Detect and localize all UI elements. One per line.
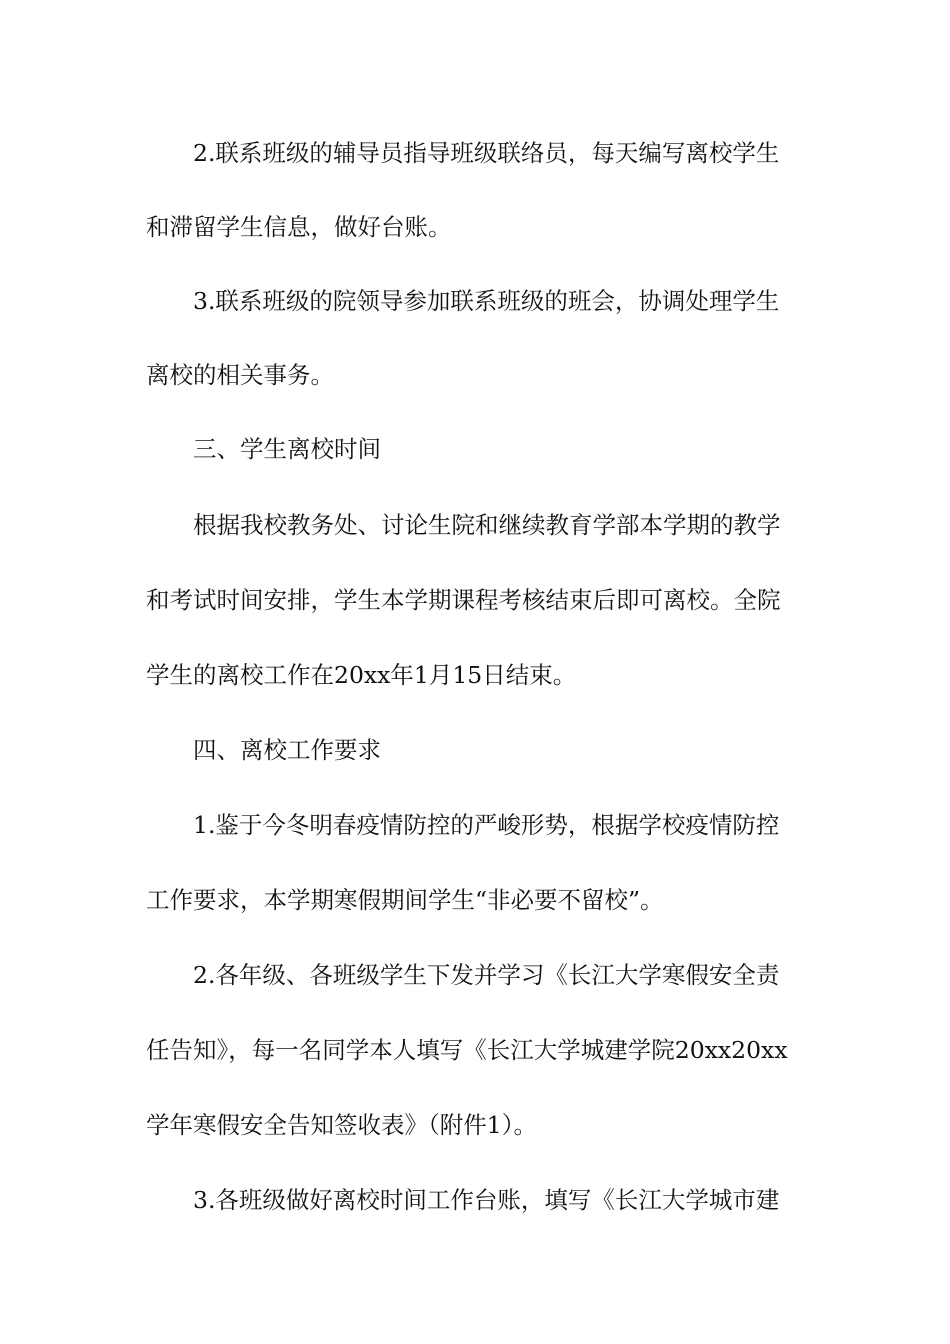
paragraph-line: 工作要求，本学期寒假期间学生“非必要不留校”。: [146, 886, 664, 914]
paragraph-line: 2.各年级、各班级学生下发并学习《长江大学寒假安全责: [193, 961, 780, 989]
paragraph-line: 学生的离校工作在20xx年1月15日结束。: [146, 661, 577, 689]
paragraph-line: 和滞留学生信息，做好台账。: [146, 213, 452, 241]
paragraph-line: 任告知》，每一名同学本人填写《长江大学城建学院20xx20xx: [146, 1036, 788, 1064]
paragraph-line: 2.联系班级的辅导员指导班级联络员，每天编写离校学生: [193, 139, 780, 167]
paragraph-line: 3.联系班级的院领导参加联系班级的班会，协调处理学生: [193, 287, 780, 315]
paragraph-line: 3.各班级做好离校时间工作台账，填写《长江大学城市建: [193, 1186, 780, 1214]
paragraph-line: 学年寒假安全告知签收表》（附件1）。: [146, 1111, 537, 1139]
section-heading: 四、离校工作要求: [193, 736, 381, 764]
paragraph-line: 根据我校教务处、讨论生院和继续教育学部本学期的教学: [193, 511, 781, 539]
paragraph-line: 离校的相关事务。: [146, 361, 334, 389]
paragraph-line: 1.鉴于今冬明春疫情防控的严峻形势，根据学校疫情防控: [193, 811, 780, 839]
section-heading: 三、学生离校时间: [193, 435, 381, 463]
paragraph-line: 和考试时间安排，学生本学期课程考核结束后即可离校。全院: [146, 586, 781, 614]
